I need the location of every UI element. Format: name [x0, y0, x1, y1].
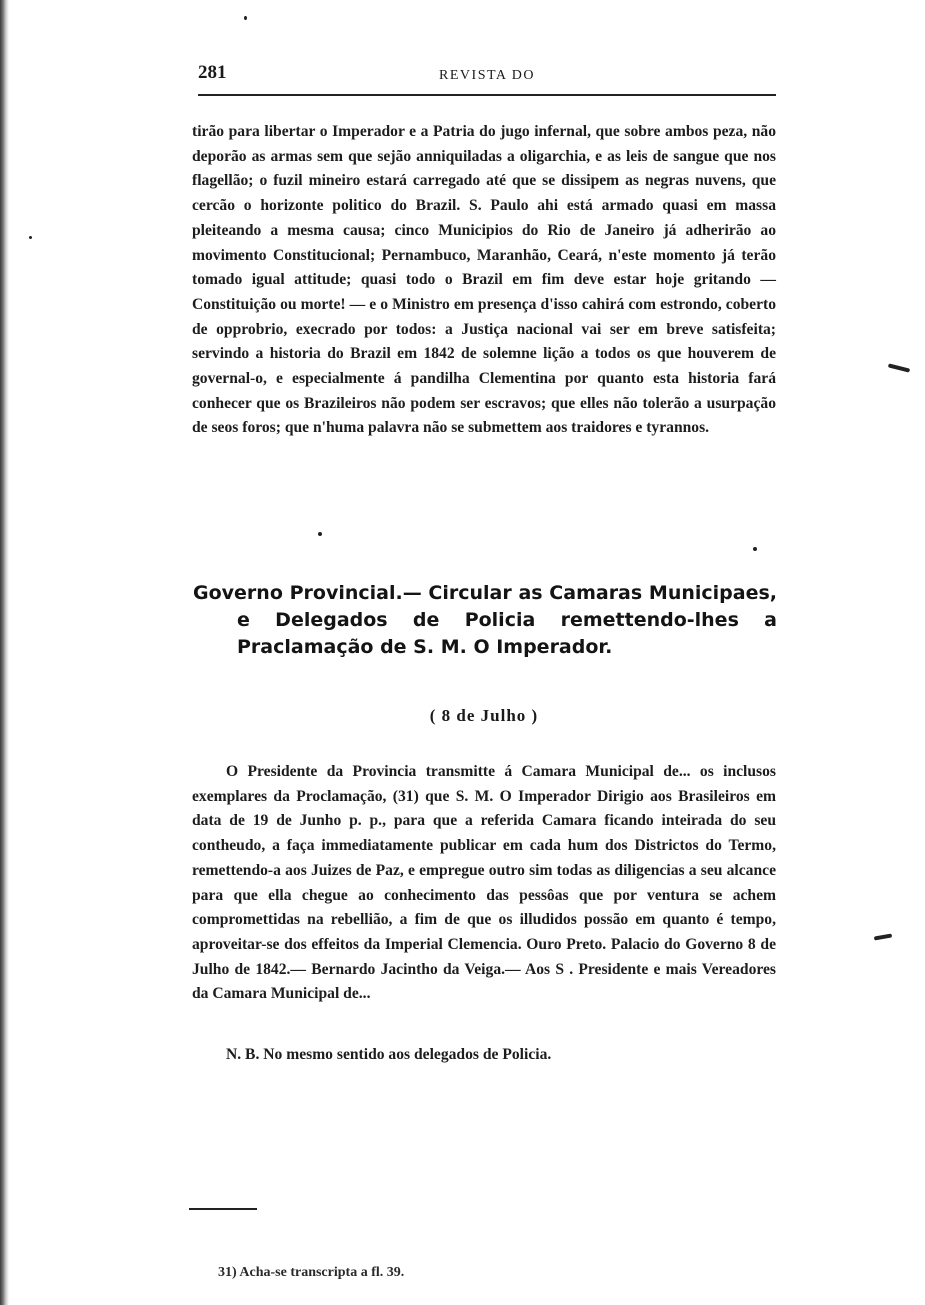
date-line: ( 8 de Julho ): [429, 706, 539, 725]
ink-speck: [318, 532, 322, 536]
footnote: 31) Acha-se transcripta a fl. 39.: [218, 1265, 405, 1280]
ink-speck: [753, 547, 757, 551]
body-paragraph-continued: tirão para libertar o Imperador e a Patria do jugo infernal, que sobre ambos peza, não deporão as armas sem que sejão anniquiladas a oligarchia, e as leis de sangue que nos flagellão; o fuzil mineiro estará carregado até que se dissipem as negras nuvens, que cercão o horizonte politico do Brazil. S. Paulo ahi está armado quasi em massa pleiteando a mesma causa; cinco Municipios do Rio de Janeiro já adherirão ao movimento Constitucional; Pernambuco, Maranhão, Ceará, n'este momento já terão tomado igual attitude; quasi todo o Brazil em fim deve estar hoje gritando — Constituição ou morte! — e o Ministro em presença d'isso cahirá com estrondo, coberto de opprobrio, execrado por todos: a Justiça nacional vai ser em breve satisfeita; servindo a historia do Brazil em 1842 de solemne lição a todos os que houverem de governal-o, e especialmente á pandilha Clementina por quanto esta historia fará conhecer que os Brazileiros não podem ser escravos; que elles não tolerão a usurpação de seos foros; que n'huma palavra não se submettem aos traidores e tyrannos.: [192, 123, 776, 437]
footnote-rule: [189, 1208, 257, 1210]
ink-speck: [874, 933, 892, 940]
section-title: Governo Provincial.— Circular as Camaras Municipaes, e Delegados de Policia remettendo-lhes a Praclamação de S. M. O Imperador.: [193, 582, 777, 658]
page-number: 281: [198, 62, 227, 83]
ink-speck: [888, 363, 910, 372]
page-binding-edge: [0, 0, 9, 1305]
header-rule: [198, 94, 776, 96]
running-head: REVISTA DO: [439, 68, 535, 83]
ink-speck: [244, 16, 247, 20]
nota-bene-line: N. B. No mesmo sentido aos delegados de Policia.: [226, 1046, 552, 1063]
ink-speck: [29, 236, 32, 239]
page-header: [198, 60, 776, 90]
body-paragraph-circular: O Presidente da Provincia transmitte á Camara Municipal de... os inclusos exemplares da Proclamação, (31) que S. M. O Imperador Dirigio aos Brasileiros em data de 19 de Junho p. p., para que a referida Camara ficando inteirada do seu contheudo, a faça immediatamente publicar em cada hum dos Districtos do Termo, remettendo-a aos Juizes de Paz, e empregue outro sim todas as diligencias a seu alcance para que ella chegue ao conhecimento das pessôas que por ventura se achem compromettidas na rebellião, a fim de que os illudidos possão em quanto é tempo, aproveitar-se dos effeitos da Imperial Clemencia. Ouro Preto. Palacio do Governo 8 de Julho de 1842.— Bernardo Jacintho da Veiga.— Aos S . Presidente e mais Vereadores da Camara Municipal de...: [192, 763, 776, 1003]
